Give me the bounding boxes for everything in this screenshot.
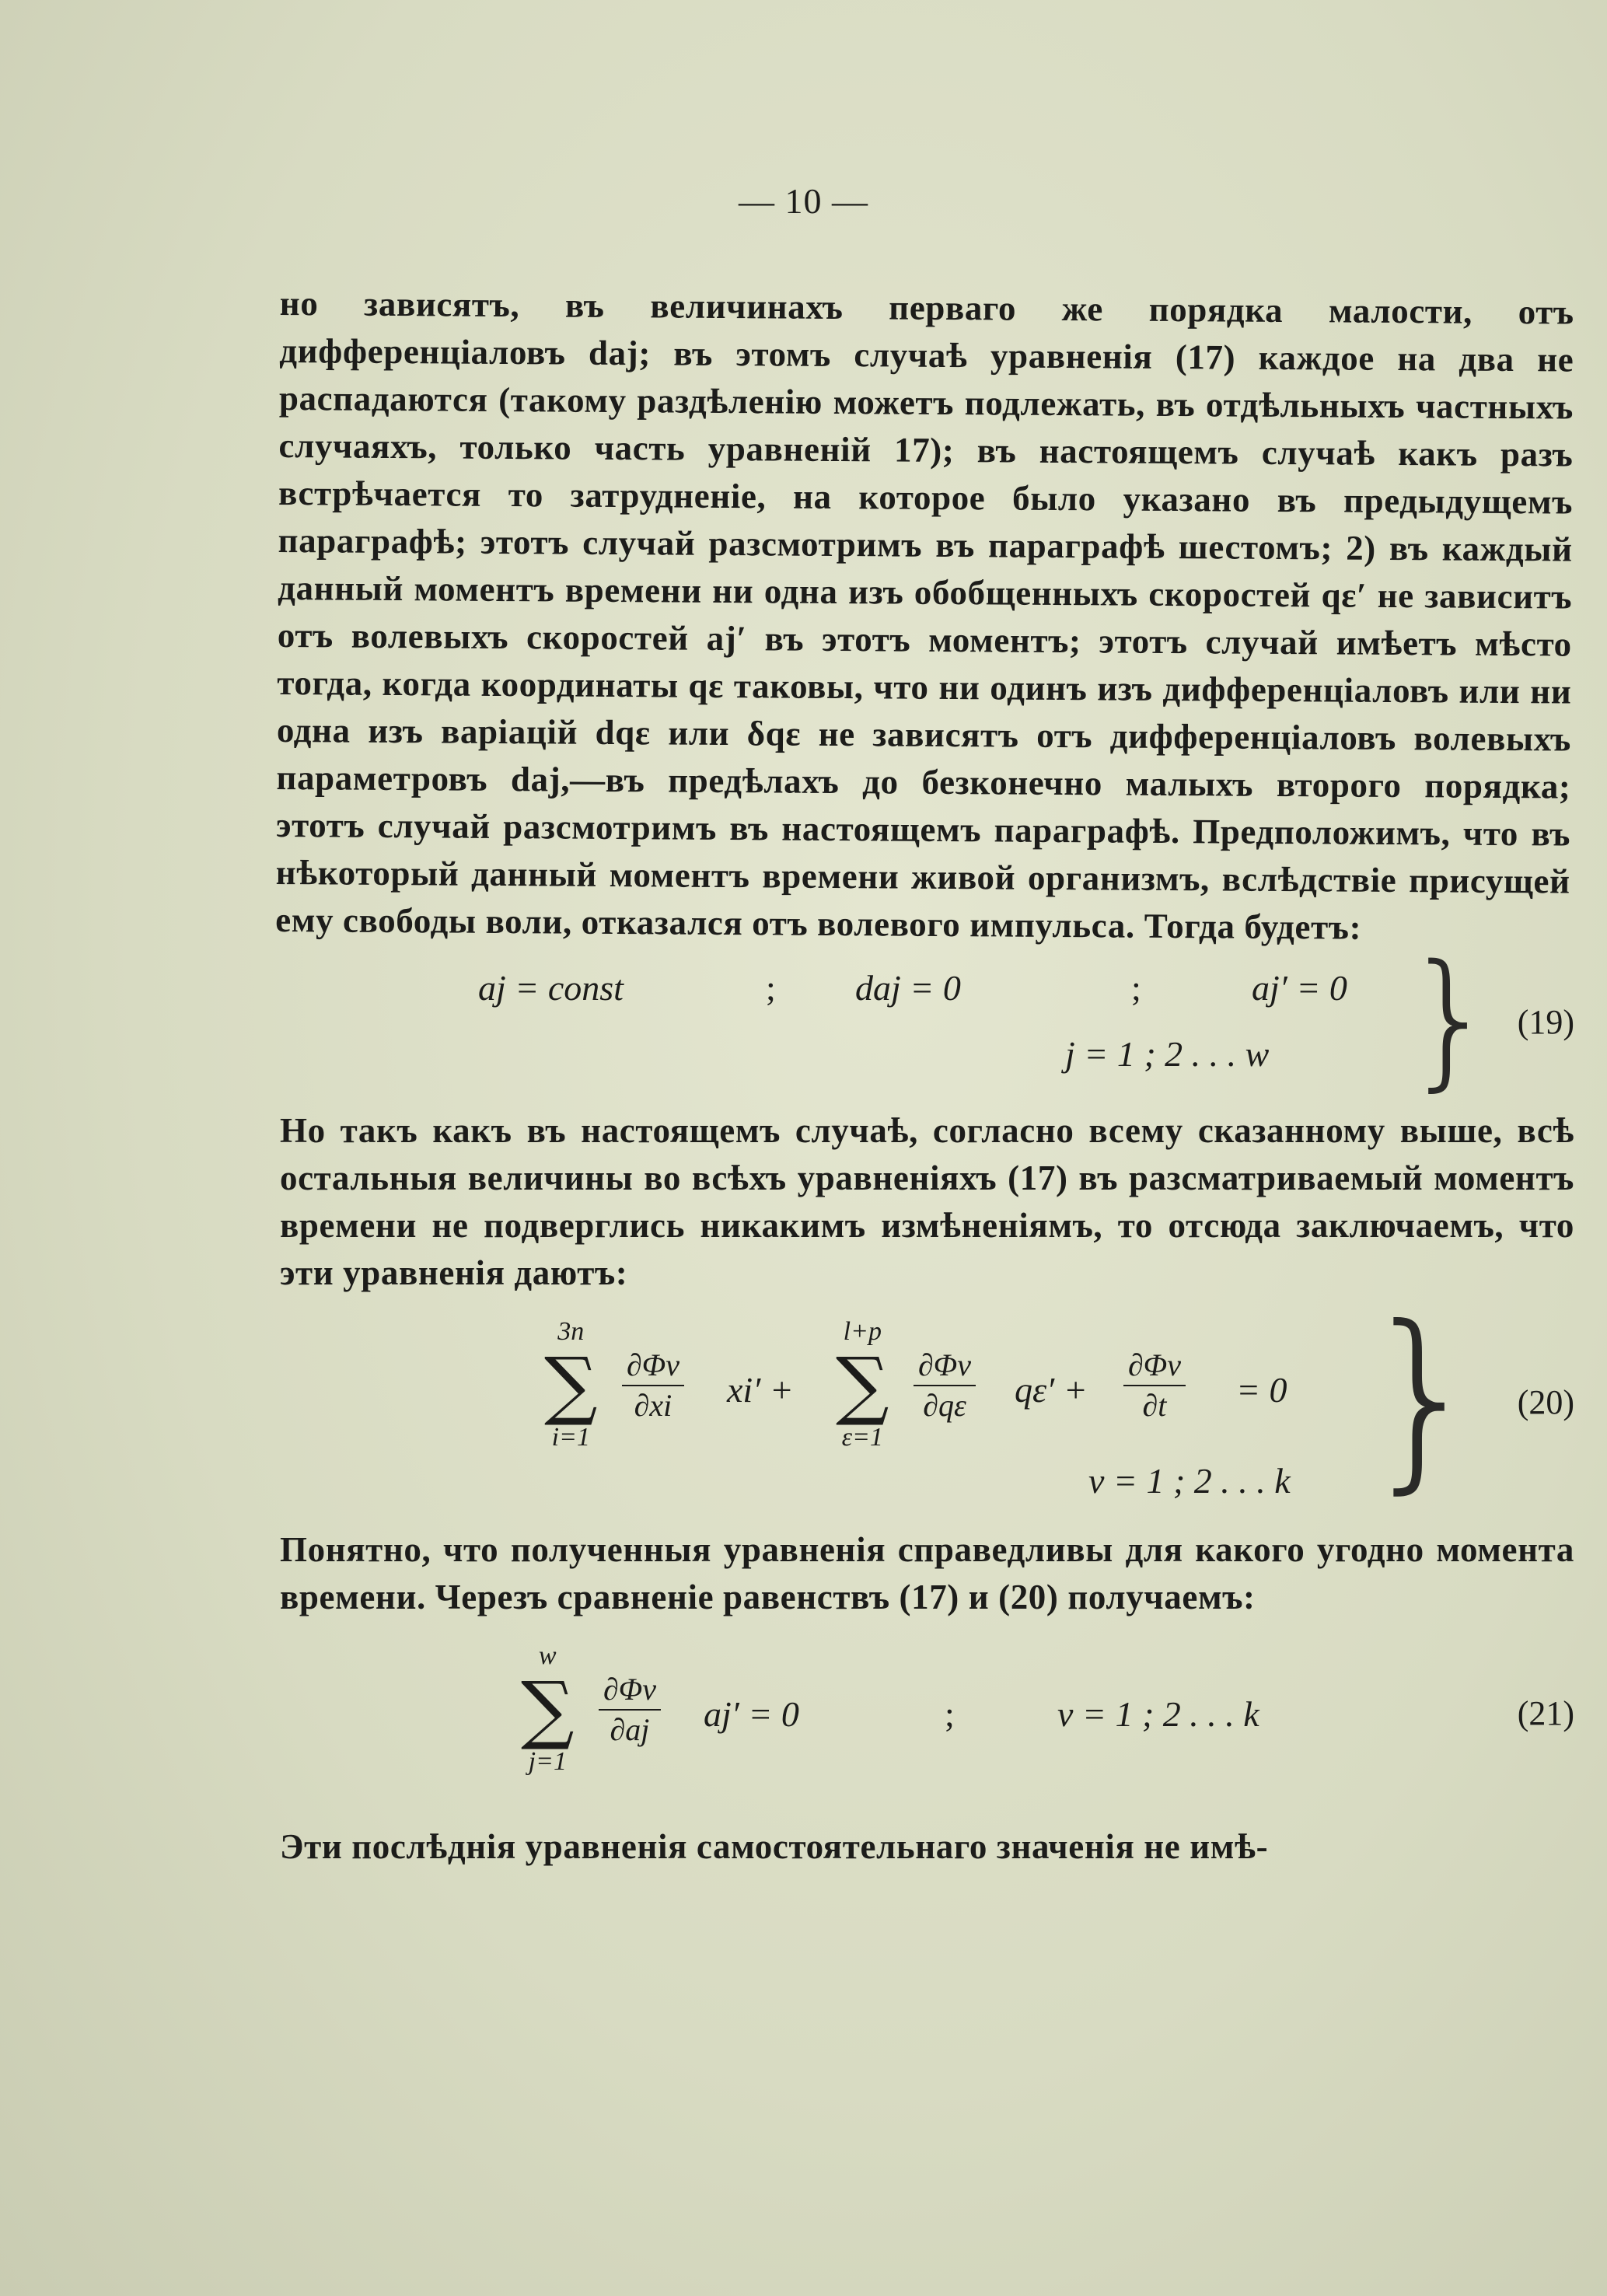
eq21-frac-num: ∂Φν xyxy=(599,1672,661,1711)
eq19-range: j = 1 ; 2 . . . w xyxy=(1065,1034,1270,1074)
eq20-sum1-upper: 3n xyxy=(557,1317,585,1346)
eq20-frac3-den: ∂t xyxy=(1142,1388,1167,1423)
eq19-part1: aj = const xyxy=(478,968,624,1008)
eq20-term1: xi′ + xyxy=(727,1370,794,1410)
eq19-part3: aj′ = 0 xyxy=(1252,968,1347,1008)
eq19-part2: daj = 0 xyxy=(855,968,961,1008)
eq20-frac2-den: ∂qε xyxy=(923,1388,966,1423)
eq19-sep2: ; xyxy=(1131,968,1141,1008)
eq20-sum2-upper: l+p xyxy=(843,1317,882,1346)
eq21-sep: ; xyxy=(945,1694,955,1734)
equation-20 xyxy=(280,1284,1574,1511)
eq20-range: ν = 1 ; 2 . . . k xyxy=(1088,1461,1291,1501)
eq19-label: (19) xyxy=(1517,1003,1574,1041)
eq20-term2: qε′ + xyxy=(1015,1370,1088,1410)
eq20-sum2-lower: ε=1 xyxy=(841,1423,883,1452)
paragraph-1: но зависятъ, въ величинахъ перваго же порядка малости, отъ дифференціаловъ daj; въ этомъ случаѣ уравненія (17) каждое на два не распадаются (такому раздѣленію можетъ подлежать, въ отдѣльныхъ частныхъ случаяхъ, только часть уравненій 17); въ настоящемъ случаѣ какъ разъ встрѣчается то затрудненіе, на которое было указано въ предыдущемъ параграфѣ; этотъ случай разсмотримъ въ параграфѣ шестомъ; 2) въ каждый данный моментъ времени ни одна изъ обобщенныхъ скоростей qε′ не зависитъ отъ волевыхъ скоростей aj′ въ этотъ моментъ; этотъ случай имѣетъ мѣсто тогда, когда координаты qε таковы, что ни одинъ изъ дифференціаловъ или ни одна изъ варіацій dqε или δqε не зависятъ отъ дифференціаловъ волевыхъ параметровъ daj,—въ предѣлахъ до безконечно малыхъ второго порядка; этотъ случай разсмотримъ въ настоящемъ параграфѣ. Предположимъ, что въ нѣкоторый данный моментъ времени живой организмъ, вслѣдствіе присущей ему свободы воли, отказался отъ волевого импульса. Тогда будетъ: xyxy=(275,283,1574,947)
eq21-sum-lower: j=1 xyxy=(528,1747,567,1776)
eq21-sum-upper: w xyxy=(538,1641,557,1670)
eq20-frac2 xyxy=(914,1347,976,1424)
eq20-sum1 xyxy=(544,1316,598,1453)
paragraph-4: Эти послѣднія уравненія самостоятельнаго значенія не имѣ- xyxy=(280,1827,1269,1866)
paragraph-3: Понятно, что полученныя уравненія справедливы для какого угодно момента времени. Черезъ сравненіе равенствъ (17) и (20) получаемъ: xyxy=(280,1530,1574,1616)
sum-icon: ∑ xyxy=(544,1341,598,1428)
eq20-rhs: = 0 xyxy=(1236,1370,1287,1410)
equation-21 xyxy=(280,1641,1574,1808)
eq19-brace: } xyxy=(1403,933,1497,1105)
eq21-frac-den: ∂aj xyxy=(610,1712,650,1747)
eq20-frac1-den: ∂xi xyxy=(634,1388,672,1423)
eq20-brace: } xyxy=(1361,1284,1485,1511)
page-number: — 10 — xyxy=(739,181,868,221)
eq20-frac1-num: ∂Φν xyxy=(622,1347,684,1386)
eq20-sum2 xyxy=(836,1316,889,1453)
sum-icon: ∑ xyxy=(521,1665,575,1753)
eq21-label: (21) xyxy=(1517,1694,1574,1732)
paragraph-2: Но такъ какъ въ настоящемъ случаѣ, согласно всему сказанному выше, всѣ остальныя величины во всѣхъ уравненіяхъ (17) въ разсматриваемый моментъ времени не подверглись никакимъ измѣненіямъ, то отсюда заключаемъ, что эти уравненія даютъ: xyxy=(280,1111,1574,1292)
sum-icon: ∑ xyxy=(836,1341,889,1428)
equation-19 xyxy=(280,933,1574,1105)
eq21-sum xyxy=(521,1641,575,1777)
eq20-label: (20) xyxy=(1517,1383,1574,1421)
page-body xyxy=(275,280,1574,1871)
eq21-range: ν = 1 ; 2 . . . k xyxy=(1057,1694,1259,1734)
eq20-frac2-num: ∂Φν xyxy=(914,1347,976,1386)
eq19-sep1: ; xyxy=(766,968,776,1008)
eq21-term: aj′ = 0 xyxy=(704,1694,799,1734)
eq20-frac1 xyxy=(622,1347,684,1424)
eq20-sum1-lower: i=1 xyxy=(551,1423,590,1452)
eq20-frac3-num: ∂Φν xyxy=(1123,1347,1186,1386)
eq20-frac3 xyxy=(1123,1347,1186,1424)
eq21-frac xyxy=(599,1672,661,1748)
